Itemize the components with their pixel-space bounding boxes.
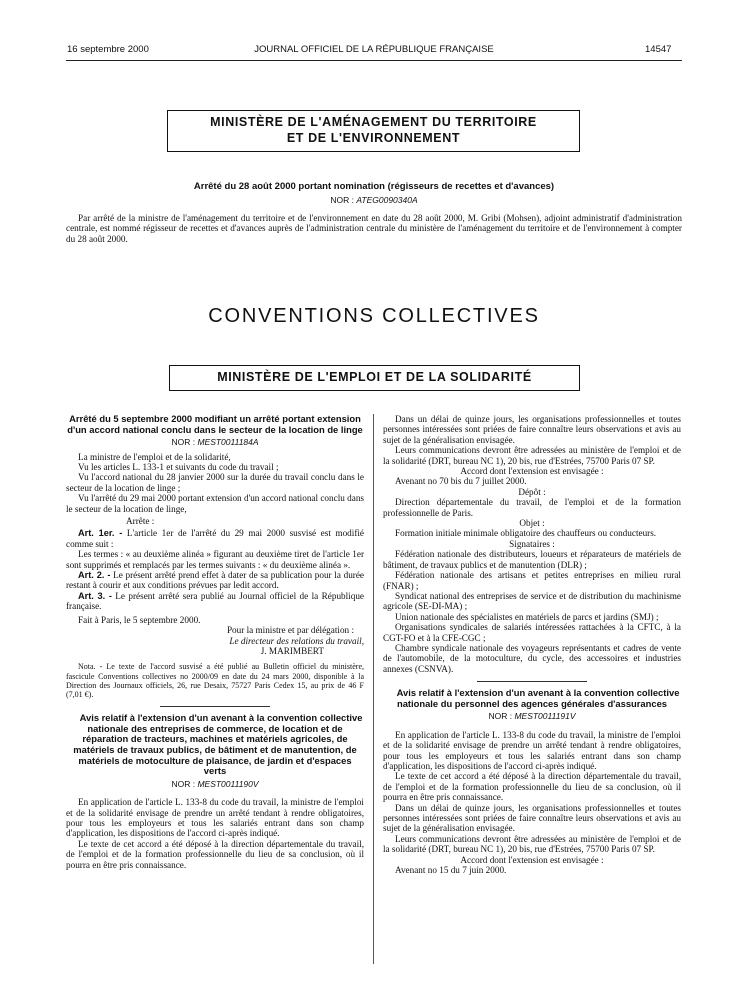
arrete1-nor-code: ATEG0090340A bbox=[356, 195, 418, 205]
arrete2-art2: Art. 2. - Le présent arrêté prend effet à dater de sa publication pour la durée restant à courir et aux conditions prévues par ledit accord. bbox=[66, 570, 365, 591]
ministry2-label: MINISTÈRE DE L'EMPLOI ET DE LA SOLIDARITÉ bbox=[217, 370, 532, 384]
rt-objet-text: Formation initiale minimale obligatoire des chauffeurs ou conducteurs. bbox=[395, 528, 657, 539]
separator-right bbox=[477, 681, 587, 682]
rt-signataires: Signataires : bbox=[509, 538, 555, 549]
arrete2-sign3: J. MARIMBERT bbox=[260, 645, 324, 656]
rt-s2: Fédération nationale des artisans et petites entreprises en milieu rural (FNAR) ; bbox=[383, 570, 681, 591]
rt-s4: Union nationale des spécialistes en matériels de parcs et jardins (SMJ) ; bbox=[395, 611, 659, 622]
rt-p1: Dans un délai de quinze jours, les organisations professionnelles et toutes personnes intéressées sont priées de faire connaître leurs observations et avis au sujet de la généralisation envisagée. bbox=[383, 414, 681, 445]
header-date: 16 septembre 2000 bbox=[67, 44, 149, 55]
arrete1-title: Arrêté du 28 août 2000 portant nomination (régisseurs de recettes et d'avances) bbox=[193, 181, 555, 192]
arrete2-art1: Art. 1er. - L'article 1er de l'arrêté du 29 mai 2000 susvisé est modifié comme suit : bbox=[66, 528, 365, 549]
avis2-avenant: Avenant no 15 du 7 juin 2000. bbox=[395, 865, 507, 876]
avis2-nor-code: MEST0011191V bbox=[514, 711, 576, 722]
header-rule bbox=[66, 60, 682, 61]
avis1-nor-code: MEST0011190V bbox=[197, 778, 259, 789]
ministry-line2: ET DE L'ENVIRONNEMENT bbox=[286, 130, 461, 145]
section-heading: CONVENTIONS COLLECTIVES bbox=[208, 305, 540, 327]
rt-s6: Chambre syndicale nationale des voyageurs représentants et cadres de vente de l'automobile, de la motoculture, du cycle, des accessoires et industries annexes (CSNVA). bbox=[383, 642, 681, 674]
avis2-p3: Dans un délai de quinze jours, les organisations professionnelles et toutes personnes intéressées sont priées de faire connaître leurs observations et avis au sujet de la généralisation envisagée. bbox=[383, 802, 681, 834]
arrete2-p2: Vu les articles L. 133-1 et suivants du code du travail ; bbox=[78, 462, 279, 472]
separator-left bbox=[160, 706, 270, 707]
arrete2-p3: Vu l'accord national du 28 janvier 2000 sur la durée du travail conclu dans le secteur de la location de linge ; bbox=[66, 472, 364, 493]
ministry-line1: MINISTÈRE DE L'AMÉNAGEMENT DU TERRITOIRE bbox=[210, 115, 537, 129]
rt-depot-text: Direction départementale du travail, de l'emploi et de la formation professionnelle de Paris. bbox=[383, 497, 681, 518]
arrete2-art3: Art. 3. - Le présent arrêté sera publié au Journal officiel de la République française. bbox=[66, 590, 365, 612]
ministry-box-amenagement bbox=[167, 110, 580, 152]
avis2-p4: Leurs communications devront être adressées au ministère de l'emploi et de la solidarité (DRT, bureau NC 1), 20 bis, rue d'Estrées, 75700 Paris 07 SP. bbox=[383, 833, 681, 855]
rt-s5: Organisations syndicales de salariés intéressées rattachées à la CFTC, à la CGT-FO et à la CFE-CGC ; bbox=[383, 622, 681, 643]
arrete2-nor-code: MEST0011184A bbox=[197, 437, 259, 448]
journal-title: JOURNAL OFFICIEL DE LA RÉPUBLIQUE FRANÇAISE bbox=[254, 44, 494, 55]
arrete2-sign2: Le directeur des relations du travail, bbox=[229, 635, 364, 646]
arrete2-art1-p2: Les termes : « au deuxième alinéa » figurant au deuxième tiret de l'article 1er sont supprimés et remplacés par les termes suivants : « du deuxième alinéa ». bbox=[66, 549, 364, 570]
rt-s3: Syndicat national des entreprises de service et de distribution du machinisme agricole (SE-DI-MA) ; bbox=[383, 590, 681, 612]
rt-p2: Leurs communications devront être adressées au ministère de l'emploi et de la solidarité (DRT, bureau NC 1), 20 bis, rue d'Estrées, 75700 Paris 07 SP. bbox=[383, 445, 681, 466]
rt-s1: Fédération nationale des distributeurs, loueurs et réparateurs de matériels de bâtiment, de travaux publics et de manutention (DLR) ; bbox=[383, 549, 681, 570]
right-column bbox=[383, 414, 681, 875]
arrete1-body: Par arrêté de la ministre de l'aménagement du territoire et de l'environnement en date du 28 août 2000, M. Gribi (Mohsen), adjoint administratif d'administration centrale, est nommé régisseur de recettes et d'avances auprès de l'administration centrale du ministère de l'aménagement du territoire et de l'environnement à compter du 28 août 2000. bbox=[66, 213, 682, 244]
avis2-title: Avis relatif à l'extension d'un avenant à la convention collective nationale du personnel des agences générales d'assurances bbox=[396, 687, 680, 709]
arrete2-sign1: Pour la ministre et par délégation : bbox=[226, 625, 354, 636]
arrete2-p4: Vu l'arrêté du 29 mai 2000 portant extension d'un accord national conclu dans le secteur de la location de linge, bbox=[66, 493, 364, 514]
column-divider bbox=[373, 414, 374, 964]
avis1-p1: En application de l'article L. 133-8 du code du travail, la ministre de l'emploi et de la solidarité envisage de prendre un arrêté tendant à rendre obligatoires, pour tous les employeurs et tous les salariés entrant dans son champ d'application, les dispositions de l'accord ci-après indiqué. bbox=[66, 797, 364, 839]
avis2-accord: Accord dont l'extension est envisagée : bbox=[460, 854, 604, 865]
avis2-p2: Le texte de cet accord a été déposé à la direction départementale du travail, de l'emploi et de la formation professionnelle du lieu de sa conclusion, où il pourra en être pris connaissance. bbox=[383, 771, 681, 803]
rt-accord: Accord dont l'extension est envisagée : bbox=[460, 466, 604, 477]
page-number: 14547 bbox=[645, 44, 672, 55]
arrete2-title: Arrêté du 5 septembre 2000 modifiant un arrêté portant extension d'un accord national conclu dans le secteur de la location de linge bbox=[67, 413, 363, 435]
arrete2-fait: Fait à Paris, le 5 septembre 2000. bbox=[78, 614, 201, 625]
avis2-p1: En application de l'article L. 133-8 du code du travail, la ministre de l'emploi et de la solidarité envisage de prendre un arrêté tendant à rendre obligatoires, pour tous les employeurs et tous les salariés entrant dans son champ d'application, les dispositions de l'accord ci-après indiqué. bbox=[383, 729, 681, 771]
rt-objet: Objet : bbox=[519, 518, 545, 529]
arrete2-nor: NOR : MEST0011184A bbox=[171, 437, 259, 448]
rt-avenant: Avenant no 70 bis du 7 juillet 2000. bbox=[395, 476, 527, 487]
avis1-nor: NOR : MEST0011190V bbox=[171, 778, 259, 789]
arrete2-p1: La ministre de l'emploi et de la solidarité, bbox=[78, 451, 231, 462]
left-column bbox=[66, 414, 364, 870]
ministry-box-emploi bbox=[169, 365, 580, 391]
arrete2-nota: Nota. - Le texte de l'accord susvisé a été publié au Bulletin officiel du ministère, fascicule Conventions collectives no 2000/09 en date du 24 mars 2000, disponible à la Direction des Journaux officiels, 26, rue Desaix, 75727 Paris Cedex 15, au prix de 46 F (7,01 €). bbox=[66, 662, 364, 699]
rt-depot: Dépôt : bbox=[518, 486, 546, 497]
arrete2-arrete: Arrête : bbox=[126, 516, 155, 527]
avis2-nor: NOR : MEST0011191V bbox=[488, 711, 576, 722]
avis1-title: Avis relatif à l'extension d'un avenant à la convention collective nationale des entreprises de commerce, de location et de réparation de tracteurs, machines et matériels agricoles, de matériels de travaux publics, de bâtiment et de manutention, de matériels de motoculture de plaisance, de jardin et d'espaces verts bbox=[73, 712, 363, 777]
arrete1-nor: NOR : ATEG0090340A bbox=[330, 195, 418, 205]
avis1-p2: Le texte de cet accord a été déposé à la direction départementale du travail, de l'emploi et de la formation professionnelle du lieu de sa conclusion, où il pourra en être pris connaissance. bbox=[66, 838, 364, 870]
